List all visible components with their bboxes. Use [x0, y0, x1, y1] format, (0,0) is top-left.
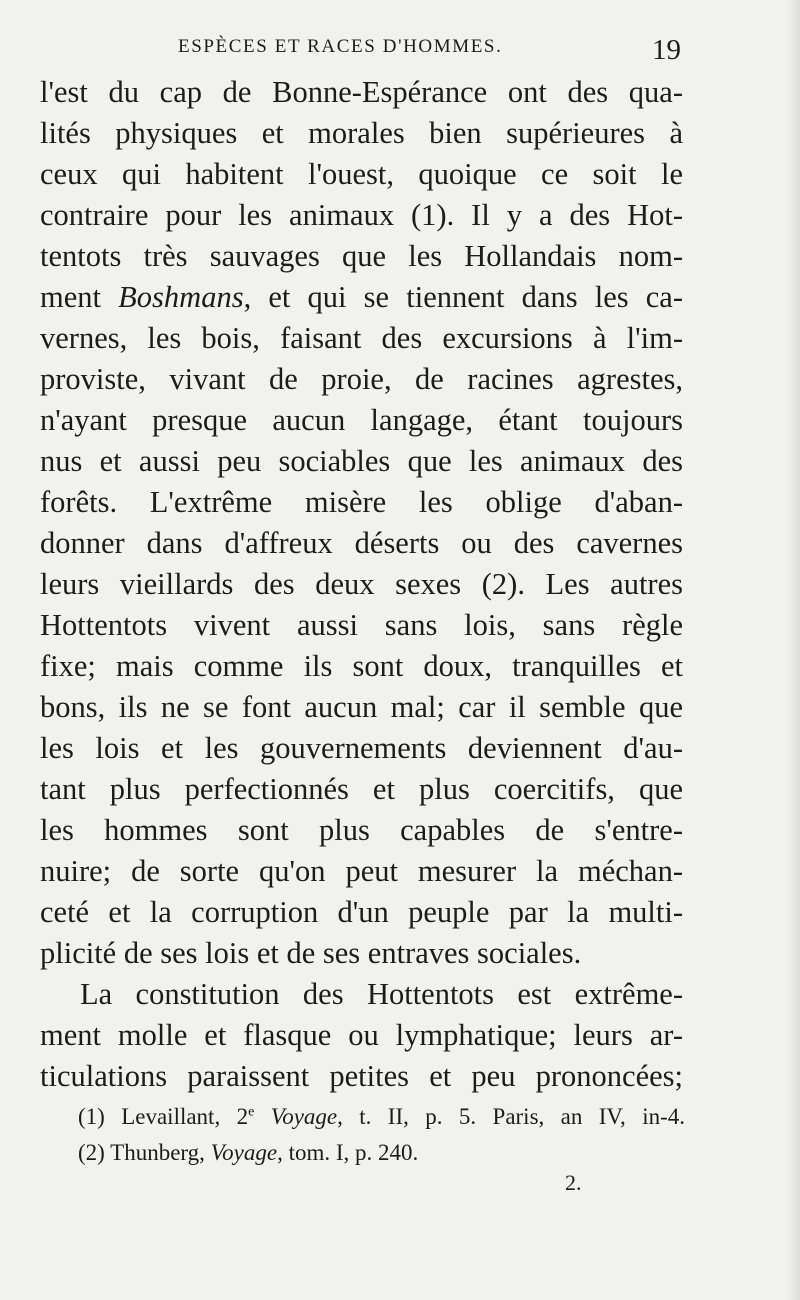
footnote-text: , tom. I, p. 240.: [277, 1140, 419, 1165]
text-line: lités physiques et morales bien supérieures à: [40, 116, 683, 150]
footnote-1: [78, 1099, 685, 1135]
text-line: contraire pour les animaux (1). Il y a des Hot-: [40, 198, 683, 232]
text-line: fixe; mais comme ils sont doux, tranquilles et: [40, 649, 683, 683]
text-fragment: ment: [40, 280, 101, 314]
text-line: tentots très sauvages que les Hollandais nom-: [40, 239, 683, 273]
text-line: forêts. L'extrême misère les oblige d'aban-: [40, 485, 683, 519]
text-line: n'ayant presque aucun langage, étant toujours: [40, 403, 683, 437]
text-line: tant plus perfectionnés et plus coercitifs, que: [40, 772, 683, 806]
text-line: proviste, vivant de proie, de racines agrestes,: [40, 362, 683, 396]
text-line: bons, ils ne se font aucun mal; car il semble que: [40, 690, 683, 724]
body-text: [40, 72, 683, 1097]
page-number: 19: [652, 34, 681, 66]
footnote-title: Voyage: [210, 1140, 278, 1165]
page-edge-shadow: [786, 0, 800, 1300]
italic-term: Boshmans: [118, 280, 244, 314]
superscript: e: [248, 1104, 255, 1120]
text-line: leurs vieillards des deux sexes (2). Les autres: [40, 567, 683, 601]
text-line: vernes, les bois, faisant des excursions à l'im-: [40, 321, 683, 355]
text-line: nus et aussi peu sociables que les animaux des: [40, 444, 683, 478]
text-line: nuire; de sorte qu'on peut mesurer la méchan-: [40, 854, 683, 888]
signature-mark: 2.: [565, 1170, 582, 1195]
text-line: donner dans d'affreux déserts ou des cavernes: [40, 526, 683, 560]
text-line: plicité de ses lois et de ses entraves sociales.: [40, 936, 582, 970]
text-line: ceté et la corruption d'un peuple par la multi-: [40, 895, 683, 929]
text-line: ceux qui habitent l'ouest, quoique ce soit le: [40, 157, 683, 191]
text-line: Hottentots vivent aussi sans lois, sans règle: [40, 608, 683, 642]
text-line: les lois et les gouvernements deviennent d'au-: [40, 731, 683, 765]
footnotes: [78, 1099, 685, 1171]
text-line: La constitution des Hottentots est extrême-: [80, 977, 683, 1011]
text-line: les hommes sont plus capables de s'entre-: [40, 813, 683, 847]
footnote-text: , t. II, p. 5. Paris, an IV, in-4.: [337, 1104, 685, 1129]
page-header: [40, 34, 683, 68]
footnote-text: (1) Levaillant, 2: [78, 1104, 249, 1129]
running-title: ESPÈCES ET RACES D'HOMMES.: [178, 36, 503, 57]
text-line: ticulations paraissent petites et peu prononcées;: [40, 1059, 683, 1093]
text-fragment: , et qui se tiennent dans les ca-: [243, 280, 683, 314]
footnote-title: Voyage: [270, 1104, 338, 1129]
footnote-text: (2) Thunberg,: [78, 1140, 205, 1165]
text-line: ment molle et flasque ou lymphatique; leurs ar-: [40, 1018, 683, 1052]
text-line: [40, 277, 683, 318]
footnote-2: [78, 1135, 685, 1171]
text-line: l'est du cap de Bonne-Espérance ont des qua-: [40, 75, 683, 109]
